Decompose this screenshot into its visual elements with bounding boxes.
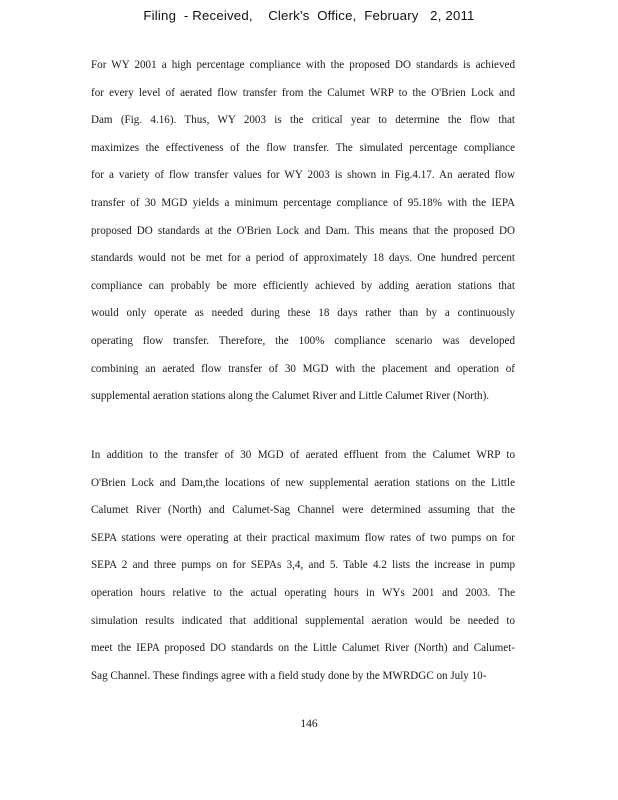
- text-line: maximizes the effectiveness of the flow transfer. The simulated percentage compliance: [91, 141, 515, 154]
- text-line: For WY 2001 a high percentage compliance with the proposed DO standards is achieved: [91, 59, 515, 71]
- paragraph-aeration-stations: [91, 442, 515, 690]
- text-line: proposed DO standards at the O'Brien Lock and Dam. This means that the proposed DO: [91, 224, 515, 237]
- text-line: Calumet River (North) and Calumet-Sag Channel were determined assuming that the: [91, 504, 515, 517]
- text-line: simulation results indicated that additional supplemental aeration would be needed to: [91, 614, 515, 627]
- text-line: transfer of 30 MGD yields a minimum percentage compliance of 95.18% with the IEPA: [91, 196, 515, 209]
- text-line: combining an aerated flow transfer of 30 MGD with the placement and operation of: [91, 362, 515, 375]
- text-line: supplemental aeration stations along the Calumet River and Little Calumet River (North).: [91, 390, 490, 403]
- text-line: for every level of aerated flow transfer from the Calumet WRP to the O'Brien Lock and: [91, 86, 515, 99]
- text-line: would only operate as needed during these 18 days rather than by a continuously: [91, 307, 515, 320]
- text-line: compliance can probably be more efficiently achieved by adding aeration stations that: [91, 279, 515, 292]
- text-line: operating flow transfer. Therefore, the 100% compliance scenario was developed: [91, 334, 515, 347]
- text-line: standards would not be met for a period of approximately 18 days. One hundred percent: [91, 252, 515, 265]
- filing-stamp-header: Filing - Received, Clerk's Office, February 2, 2011: [143, 8, 475, 23]
- text-line: O'Brien Lock and Dam,the locations of new supplemental aeration stations on the Little: [91, 476, 515, 489]
- text-line: SEPA 2 and three pumps on for SEPAs 3,4, and 5. Table 4.2 lists the increase in pump: [91, 559, 515, 572]
- text-line: Sag Channel. These findings agree with a field study done by the MWRDGC on July 10-: [91, 669, 487, 682]
- text-line: for a variety of flow transfer values for WY 2003 is shown in Fig.4.17. An aerated flow: [91, 169, 515, 182]
- page-number: 146: [300, 718, 318, 730]
- text-line: meet the IEPA proposed DO standards on the Little Calumet River (North) and Calumet-: [91, 642, 515, 655]
- text-line: SEPA stations were operating at their practical maximum flow rates of two pumps on for: [91, 531, 515, 544]
- text-line: operation hours relative to the actual operating hours in WYs 2001 and 2003. The: [91, 586, 515, 599]
- text-line: Dam (Fig. 4.16). Thus, WY 2003 is the critical year to determine the flow that: [91, 114, 515, 127]
- text-line: In addition to the transfer of 30 MGD of aerated effluent from the Calumet WRP to: [91, 449, 515, 461]
- paragraph-wy-compliance: [91, 52, 515, 411]
